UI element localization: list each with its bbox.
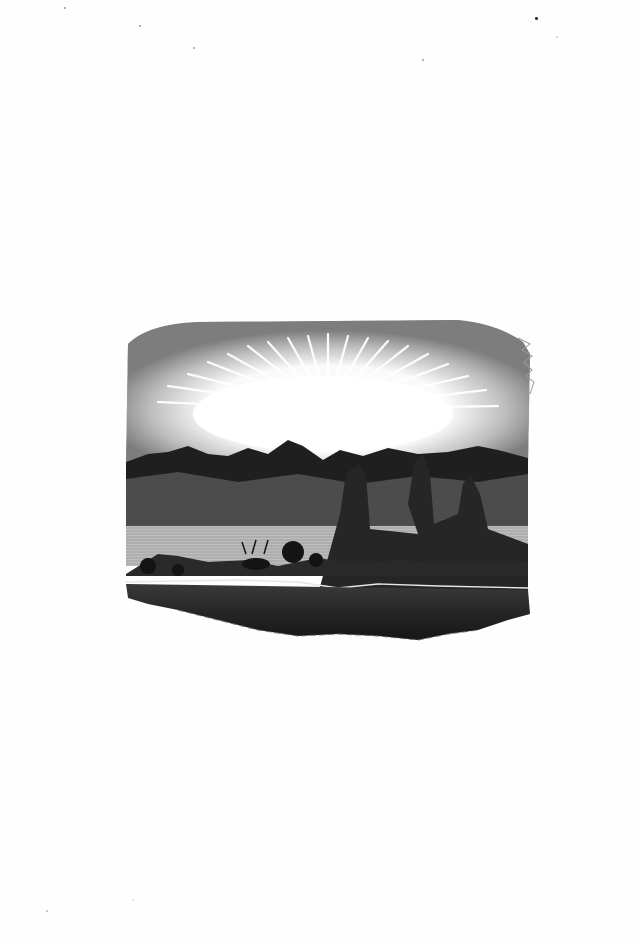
figure-norrsken-engraving [118,314,538,644]
running-head [0,80,640,94]
scan-speck [64,7,66,9]
scan-speck [556,36,558,38]
figure-caption [0,652,640,663]
scan-speck [422,59,424,61]
scan-speck [132,899,134,901]
aurora-landscape-illustration [118,314,538,644]
scan-speck [46,910,48,912]
scan-speck [193,47,195,49]
scan-speck [535,17,538,20]
scan-speck [139,25,141,27]
